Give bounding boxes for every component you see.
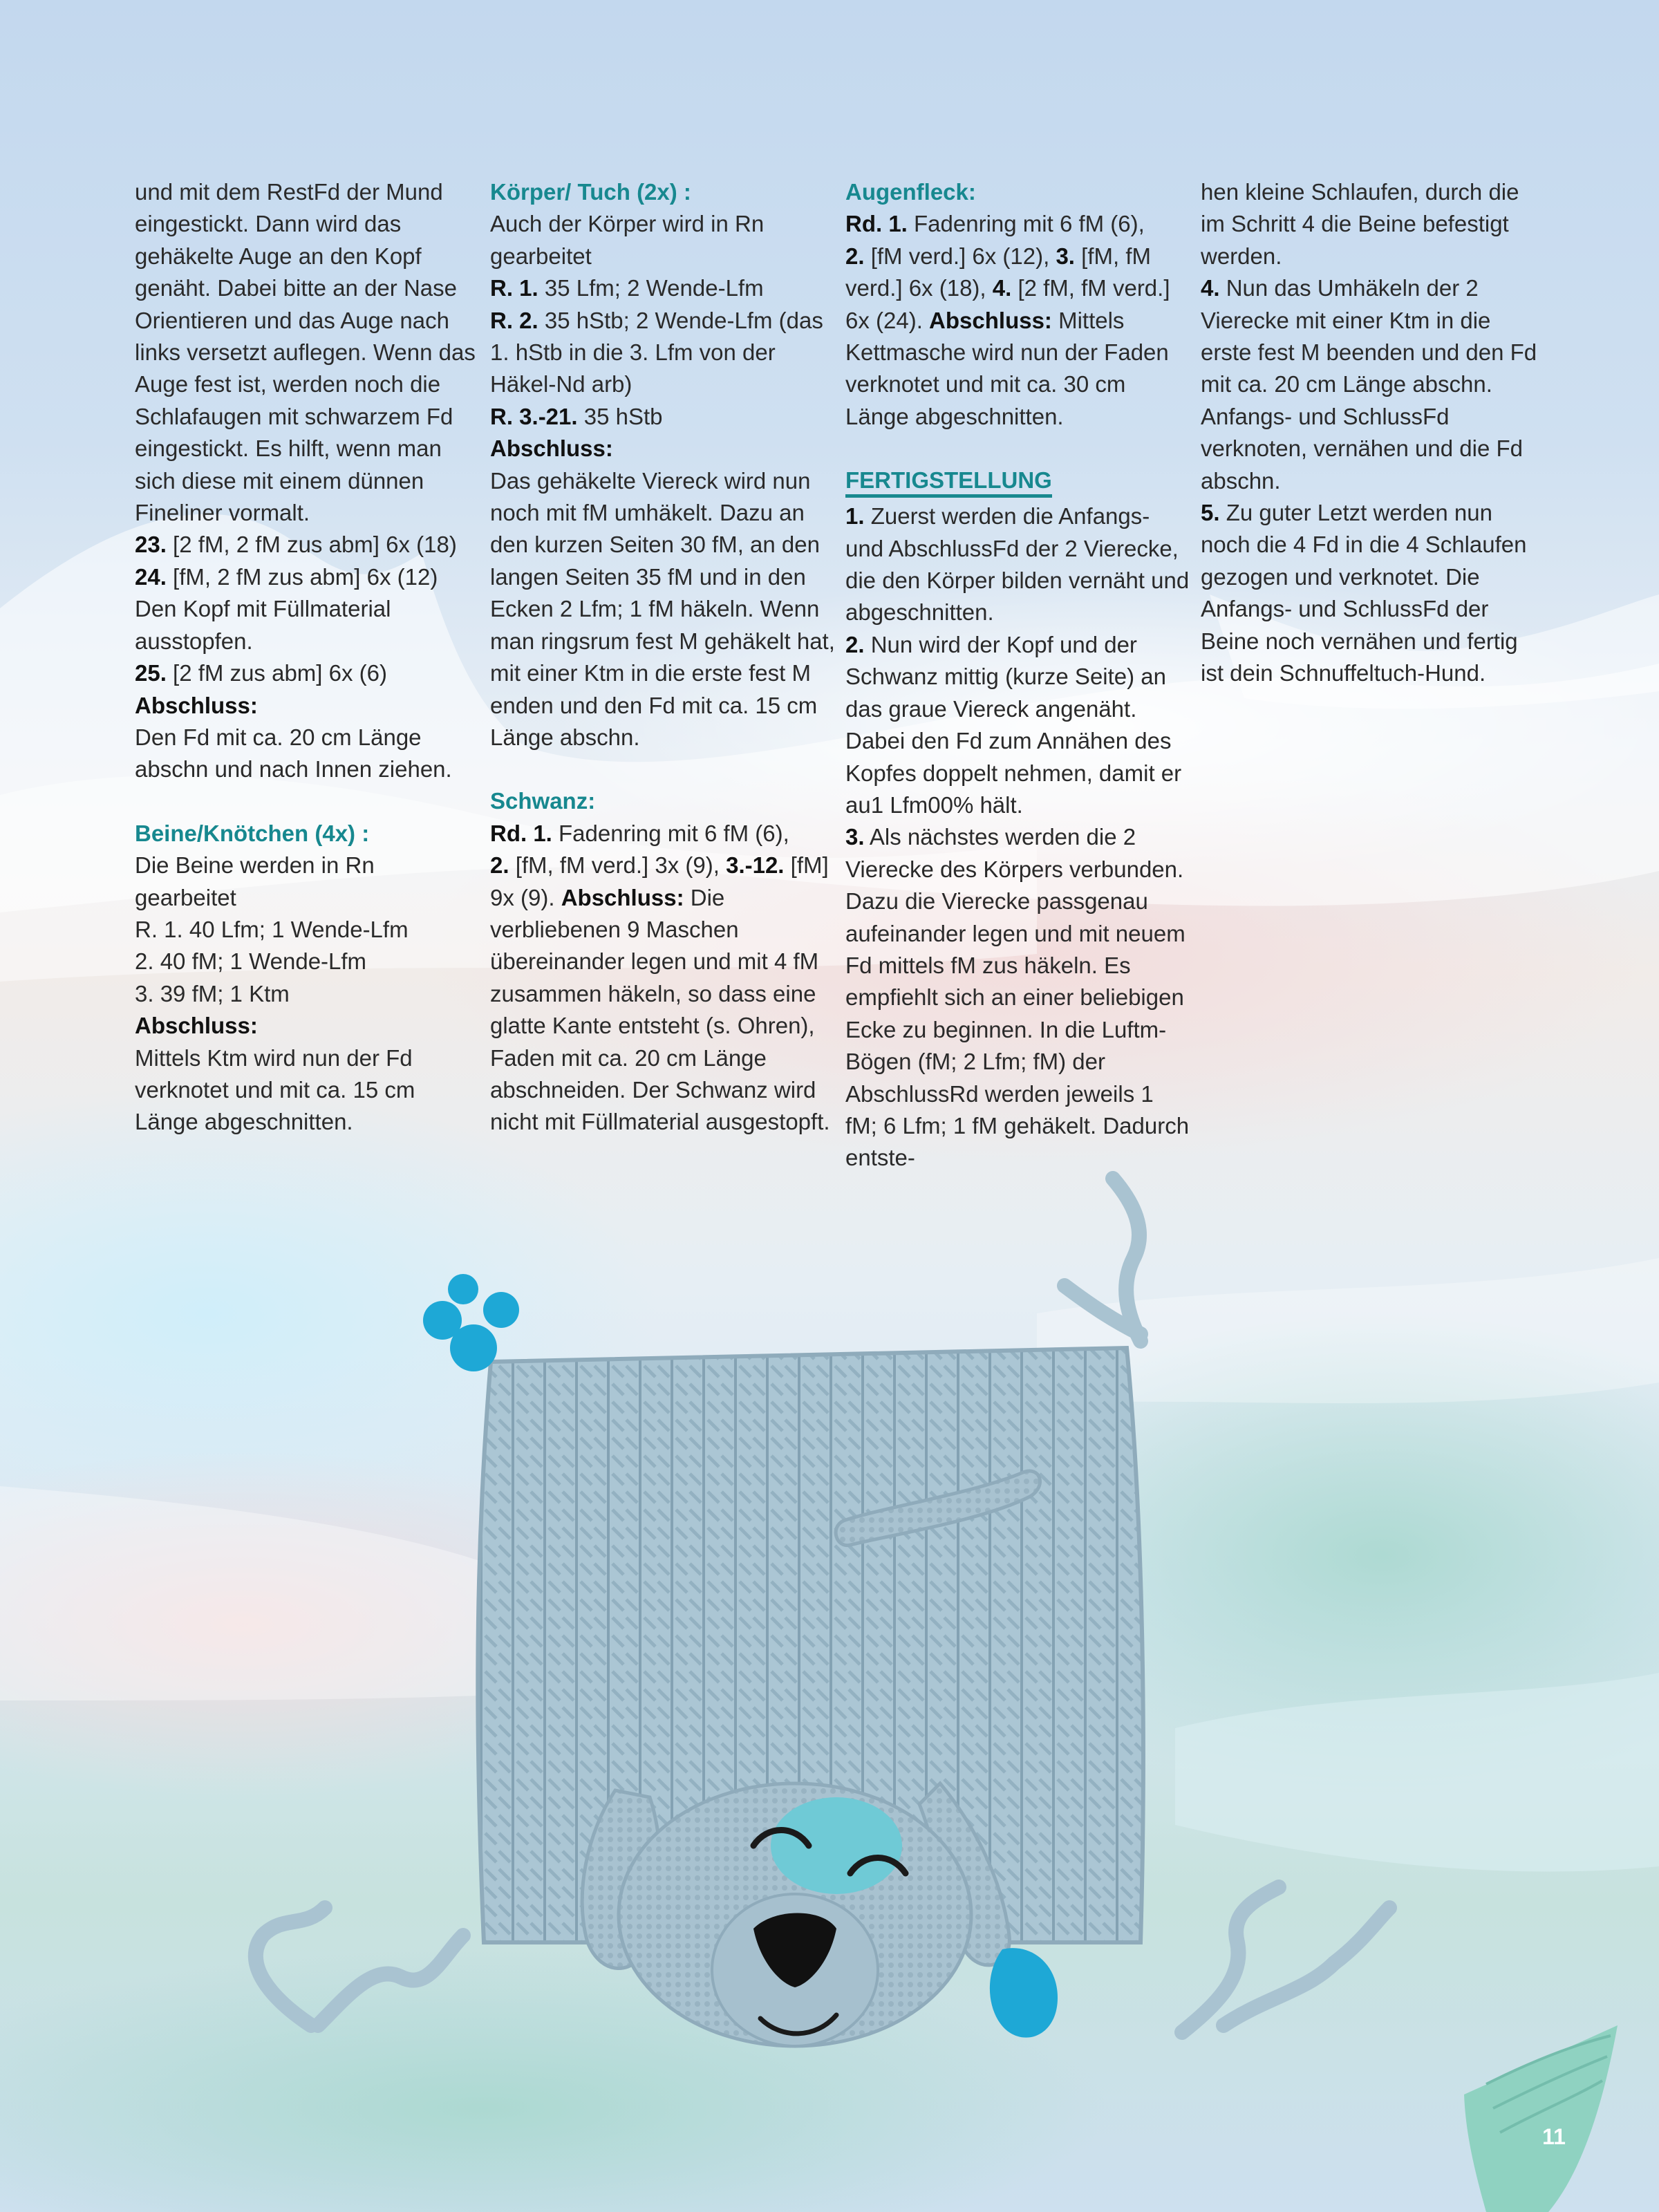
step-1-text: Zuerst werden die Anfangs- und AbschlussFd der 2 Vierecke, die den Körper bilden vernäht und abgeschnitten.	[845, 503, 1190, 626]
row-25-text: [2 fM zus abm] 6x (6)	[173, 660, 387, 686]
schwanz-rd1-number: Rd. 1.	[490, 820, 552, 846]
koerper-abschluss-label: Abschluss:	[490, 435, 613, 462]
augenfleck-abschluss-text: Mittels Kettmasche wird nun der Faden verknotet und mit ca. 30 cm Länge abgeschnitten.	[845, 307, 1169, 429]
page-number: 11	[1542, 2124, 1566, 2149]
step-3-text: Als nächstes werden die 2 Vierecke des Körpers verbunden. Dazu die Vierecke passgenau aufeinander legen und mit neuem Fd mittels fM zus häkeln. Es empfiehlt sich an einer beliebigen Ecke zu beginnen. In die Luftm-Bögen (fM; 2 Lfm; fM) der AbschlussRd werden jeweils 1 fM; 6 Lfm; 1 fM gehäkelt. Dadurch entste-	[845, 824, 1190, 1171]
schwanz-r3-number: 3.-12.	[726, 852, 785, 879]
row-25	[135, 657, 480, 689]
beine-abschluss-text: Mittels Ktm wird nun der Fd verknotet und mit ca. 15 cm Länge abgeschnitten.	[135, 1044, 415, 1135]
beine-row-1: R. 1. 40 Lfm; 1 Wende-Lfm	[135, 916, 409, 942]
koerper-row-1-number: R. 1.	[490, 275, 538, 301]
schwanz-heading: Schwanz:	[490, 788, 596, 814]
step-4-text: Nun das Umhäkeln der 2 Vierecke mit einer Ktm in die erste fest M beenden und den Fd mit ca. 20 cm Länge abschn. Anfangs- und SchlussFd verknoten, vernähen und die Fd abschn.	[1201, 275, 1537, 494]
text-column-4	[1201, 176, 1546, 690]
paragraph-mund-auge: und mit dem RestFd der Mund eingestickt. Dann wird das gehäkelte Auge an den Kopf genäht. Dabei bitte an der Nase Orientieren und das Auge nach links versetzt auflegen. Wenn das Auge fest ist, werden noch die Schlafaugen mit schwarzem Fd eingestickt. Es hilft, wenn man sich diese mit einem dünnen Fineliner vormalt.	[135, 179, 476, 526]
beine-intro: Die Beine werden in Rn gearbeitet	[135, 852, 375, 910]
schwanz-r3-text: [fM] 9x (9).	[490, 852, 829, 910]
text-column-3	[845, 176, 1191, 1174]
fertigstellung-heading: FERTIGSTELLUNG	[845, 467, 1052, 498]
fertigstellung-step-3	[845, 821, 1191, 1174]
schwanz-instructions	[490, 818, 836, 1138]
beine-row-2: 2. 40 fM; 1 Wende-Lfm	[135, 948, 367, 975]
augenfleck-rd1-number: Rd. 1.	[845, 211, 908, 237]
turquoise-bow	[423, 1274, 519, 1371]
beine-heading: Beine/Knötchen (4x) :	[135, 820, 370, 846]
schwanz-r2-number: 2.	[490, 852, 509, 879]
koerper-row-2	[490, 305, 836, 401]
koerper-row-1-text: 35 Lfm; 2 Wende-Lfm	[544, 275, 764, 301]
fertigstellung-step-2	[845, 629, 1191, 821]
augenfleck-r2-text: [fM verd.] 6x (12),	[864, 243, 1056, 269]
row-24	[135, 561, 480, 593]
row-23-text: [2 fM, 2 fM zus abm] 6x (18)	[173, 532, 457, 558]
row-23-number: 23.	[135, 532, 167, 558]
augenfleck-r2-number: 2.	[845, 243, 865, 269]
schwanz-r2-text: [fM, fM verd.] 3x (9),	[509, 852, 727, 879]
koerper-heading: Körper/ Tuch (2x) :	[490, 179, 691, 205]
schwanz-abschluss-text: Die verbliebenen 9 Maschen übereinander legen und mit 4 fM zusammen häkeln, so dass eine glatte Kante entsteht (s. Ohren), Faden mit ca. 20 cm Länge abschneiden. Der Schwanz wird nicht mit Füllmaterial ausgestopft.	[490, 884, 830, 1135]
fertigstellung-step-4	[1201, 272, 1546, 497]
koerper-abschluss-text: Das gehäkelte Viereck wird nun noch mit fM umhäkelt. Dazu an den kurzen Seiten 30 fM, an den langen Seiten 35 fM und in den Ecken 2 Lfm; 1 fM häkeln. Wenn man ringsrum fest M gehäkelt hat, mit einer Ktm in die erste fest M enden und den Fd mit ca. 15 cm Länge abschn.	[490, 467, 835, 750]
step-5-number: 5.	[1201, 500, 1220, 526]
koerper-row-2-text: 35 hStb; 2 Wende-Lfm (das 1. hStb in die 3. Lfm von der Häkel-Nd arb)	[490, 307, 823, 397]
step-3-number: 3.	[845, 824, 865, 850]
augenfleck-r4-text: [2 fM, fM verd.] 6x (24).	[845, 275, 1170, 333]
fertigstellung-step-5	[1201, 497, 1546, 689]
step-4-number: 4.	[1201, 275, 1220, 301]
crochet-dog-comforter-photo	[228, 1147, 1472, 2067]
beine-row-3: 3. 39 fM; 1 Ktm	[135, 980, 290, 1006]
schwanz-abschluss-label: Abschluss:	[561, 884, 684, 910]
koerper-row-1	[490, 272, 836, 304]
step-2-number: 2.	[845, 631, 865, 657]
row-24-text: [fM, 2 fM zus abm] 6x (12)	[173, 563, 438, 590]
text-column-1	[135, 176, 480, 1138]
augenfleck-r3-number: 3.	[1056, 243, 1075, 269]
augenfleck-rd1-text: Fadenring mit 6 fM (6),	[907, 211, 1145, 237]
augenfleck-abschluss-label: Abschluss:	[929, 307, 1052, 333]
augenfleck-r4-number: 4.	[992, 275, 1012, 301]
koerper-row-2-number: R. 2.	[490, 307, 538, 333]
augenfleck-r3-text: [fM, fM verd.] 6x (18),	[845, 243, 1151, 301]
fertigstellung-step-1	[845, 500, 1191, 629]
step-5-text: Zu guter Letzt werden nun noch die 4 Fd in die 4 Schlaufen gezogen und verknotet. Die Anfangs- und SchlussFd der Beine noch vernähen und fertig ist dein Schnuffeltuch-Hund.	[1201, 500, 1527, 686]
row-24-number: 24.	[135, 563, 167, 590]
paragraph-schlaufen: hen kleine Schlaufen, durch die im Schritt 4 die Beine befestigt werden.	[1201, 179, 1519, 269]
blue-tail-tip	[990, 1948, 1058, 2038]
step-1-number: 1.	[845, 503, 865, 529]
koerper-row-3	[490, 401, 836, 433]
step-2-text: Nun wird der Kopf und der Schwanz mittig (kurze Seite) an das graue Viereck angenäht. Dabei den Fd zum Annähen des Kopfes doppelt nehmen, damit er au1 Lfm00% hält.	[845, 631, 1182, 818]
paragraph-kopf-ausstopfen: Den Kopf mit Füllmaterial ausstopfen.	[135, 596, 391, 654]
koerper-row-3-text: 35 hStb	[583, 403, 663, 429]
abschluss-label: Abschluss:	[135, 692, 258, 718]
beine-abschluss-label: Abschluss:	[135, 1013, 258, 1039]
eye-patch	[771, 1797, 902, 1894]
abschluss-text: Den Fd mit ca. 20 cm Länge abschn und nach Innen ziehen.	[135, 724, 452, 782]
koerper-intro: Auch der Körper wird in Rn gearbeitet	[490, 211, 765, 269]
koerper-row-3-number: R. 3.-21.	[490, 403, 578, 429]
row-25-number: 25.	[135, 660, 167, 686]
augenfleck-instructions	[845, 208, 1191, 433]
row-23	[135, 529, 480, 561]
text-column-2	[490, 176, 836, 1138]
schwanz-rd1-text: Fadenring mit 6 fM (6),	[552, 820, 789, 846]
augenfleck-heading: Augenfleck:	[845, 179, 976, 205]
